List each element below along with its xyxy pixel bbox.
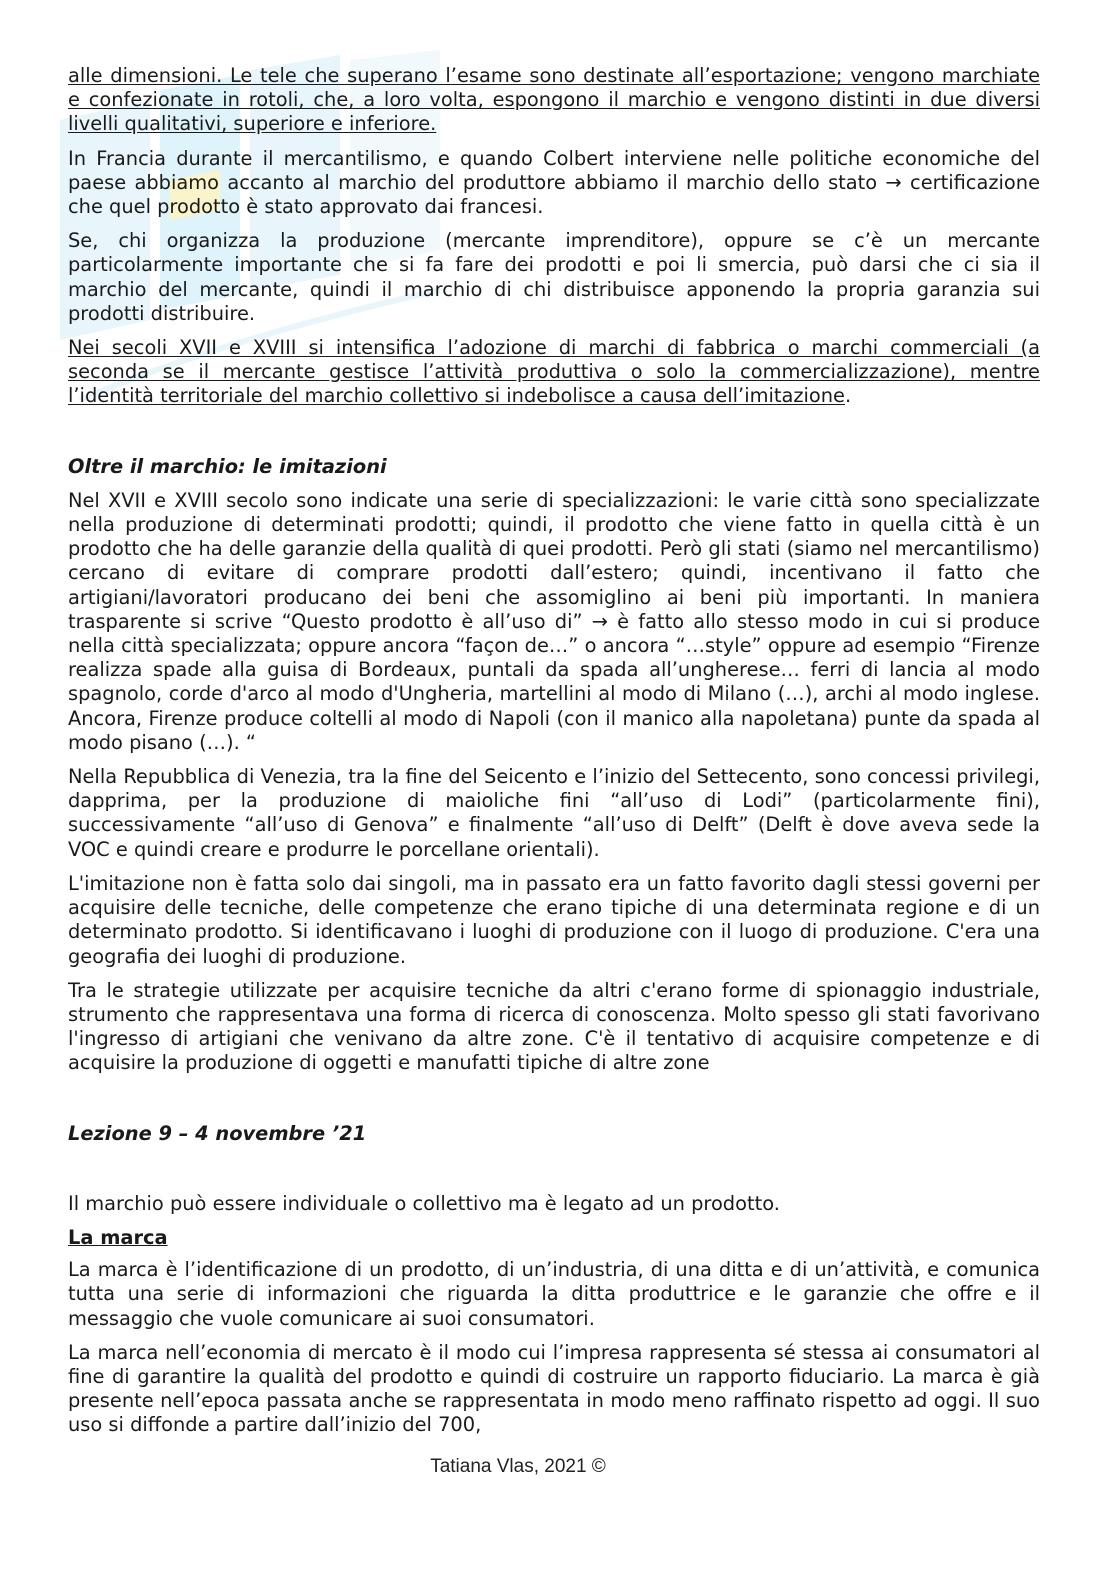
paragraph-dimensioni: alle dimensioni. Le tele che superano l’esame sono destinate all’esportazione; vengono marchiate e confezionate in rotoli, che, a loro volta, espongono il marchio e vengono distinti in due diversi livelli qualitativi, superiore e inferiore.	[68, 64, 1040, 136]
section-title-imitazioni: Oltre il marchio: le imitazioni	[68, 454, 387, 478]
paragraph-mercante: Se, chi organizza la produzione (mercante imprenditore), oppure se c’è un mercante particolarmente importante che si fa fare dei prodotti e poi li smercia, può darsi che ci sia il marchio del mercante, quindi il marchio di chi distribuisce apponendo la propria garanzia sui prodotti distribuire.	[68, 229, 1040, 325]
paragraph-specializzazioni: Nel XVII e XVIII secolo sono indicate una serie di specializzazioni: le varie città sono specializzate nella produzione di determinati prodotti; quindi, il prodotto che viene fatto in quella città è un prodotto che ha delle garanzie della qualità di quei prodotti. Però gli stati (siamo nel mercantilismo) cercano di evitare di comprare prodotti dall’estero; quindi, incentivano il fatto che artigiani/lavoratori producano dei beni che assomiglino ai beni più importanti. In maniera trasparente si scrive “Questo prodotto è all’uso di” → è fatto allo stesso modo in cui si produce nella città specializzata; oppure ancora “façon de…” o ancora “…style” oppure ad esempio “Firenze realizza spade alla guisa di Bordeaux, puntali da spada all’ungherese… ferri di lancia al modo spagnolo, corde d'arco al modo d'Ungheria, martellini al modo di Milano (…), archi al modo inglese. Ancora, Firenze produce coltelli al modo di Napoli (con il manico alla napoletana) punte da spada al modo pisano (…). “	[68, 488, 1040, 754]
subsection-title-la-marca: La marca	[68, 1225, 168, 1249]
paragraph-spionaggio: Tra le strategie utilizzate per acquisire tecniche da altri c'erano forme di spionaggio industriale, strumento che rappresentava una forma di ricerca di conoscenza. Molto spesso gli stati favorivano l'ingresso di artigiani che venivano da altre zone. C'è il tentativo di acquisire competenze e di acquisire la produzione di oggetti e manufatti tipiche di altre zone	[68, 978, 1040, 1075]
paragraph-marca-identificazione: La marca è l’identificazione di un prodotto, di un’industria, di una ditta e di un’attività, e comunica tutta una serie di informazioni che riguarda la ditta produttrice e le garanzie che offre e il messaggio che vuole comunicare ai suoi consumatori.	[68, 1258, 1040, 1330]
document-body	[68, 64, 1040, 1448]
footer-copyright: Tatiana Vlas, 2021 ©	[430, 1456, 606, 1477]
paragraph-imitazione: L'imitazione non è fatta solo dai singoli, ma in passato era un fatto favorito dagli stessi governi per acquisire delle tecniche, delle competenze che erano tipiche di una determinata regione e di un determinato prodotto. Si identificavano i luoghi di produzione con il luogo di produzione. C'era una geografia dei luoghi di produzione.	[68, 871, 1040, 968]
paragraph-venezia: Nella Repubblica di Venezia, tra la fine del Seicento e l’inizio del Settecento, sono concessi privilegi, dapprima, per la produzione di maioliche fini “all’uso di Lodi” (particolarmente fini), successivamente “all’uso di Genova” e finalmente “all’uso di Delft” (Delft è dove aveva sede la VOC e quindi creare e produrre le porcellane orientali).	[68, 765, 1040, 861]
section-title-lezione-9: Lezione 9 – 4 novembre ’21	[68, 1121, 367, 1145]
paragraph-marchio-individuale: Il marchio può essere individuale o collettivo ma è legato ad un prodotto.	[68, 1191, 780, 1215]
paragraph-marca-economia: La marca nell’economia di mercato è il modo cui l’impresa rappresenta sé stessa ai consumatori al fine di garantire la qualità del prodotto e quindi di costruire un rapporto fiduciario. La marca è già presente nell’epoca passata anche se rappresentata in modo meno raffinato rispetto ad oggi. Il suo uso si diffonde a partire dall’inizio del 700,	[68, 1340, 1040, 1437]
paragraph-secoli-xvii-xviii: Nei secoli XVII e XVIII si intensifica l’adozione di marchi di fabbrica o marchi commerciali (a seconda se il mercante gestisce l’attività produttiva o solo la commercializzazione), mentre l’identità territoriale del marchio collettivo si indebolisce a causa dell’imitazione.	[68, 336, 1040, 408]
paragraph-francia-colbert: In Francia durante il mercantilismo, e quando Colbert interviene nelle politiche economiche del paese abbiamo accanto al marchio del produttore abbiamo il marchio dello stato → certificazione che quel prodotto è stato approvato dai francesi.	[68, 146, 1040, 219]
